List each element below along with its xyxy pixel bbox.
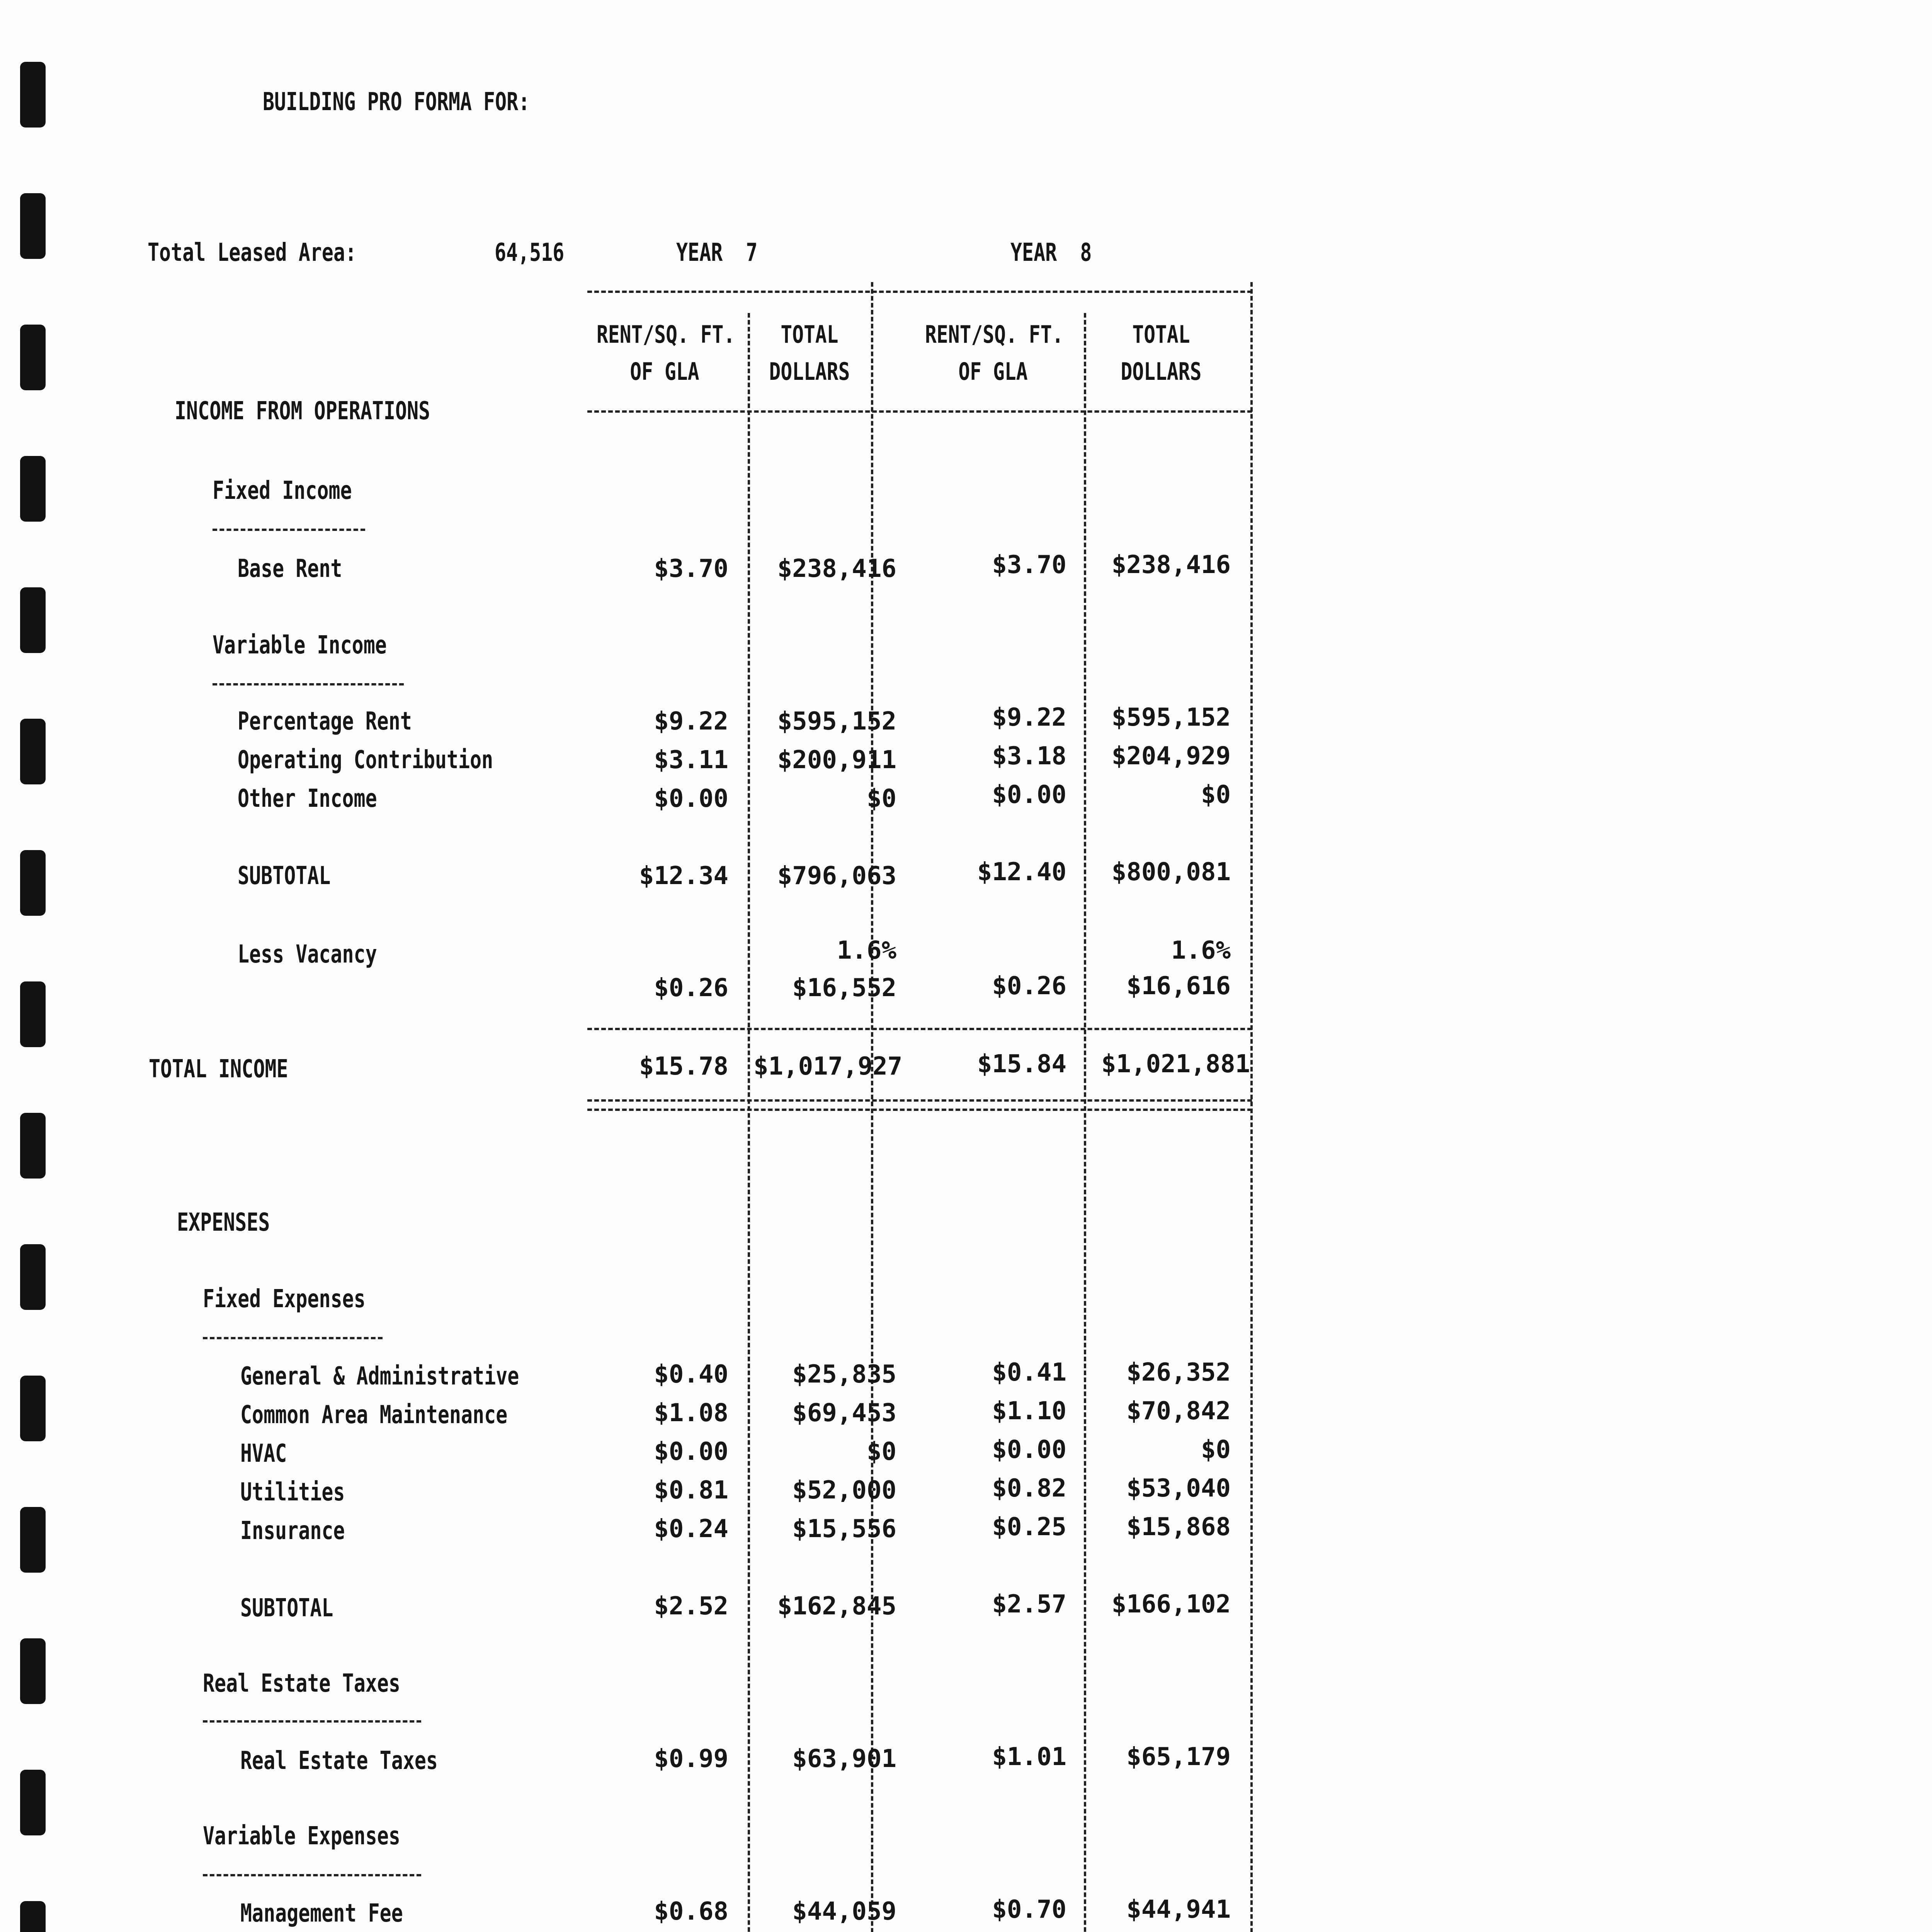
variable-income-underline [213, 683, 404, 685]
cell-value: $0.00 [654, 1437, 728, 1466]
fixed-expenses-underline [203, 1337, 383, 1339]
total-income-top-rule [587, 1028, 1252, 1030]
section-variable-income: Variable Income [213, 631, 387, 660]
cell-value: $0.99 [654, 1745, 728, 1773]
cell-value: $53,040 [1126, 1474, 1231, 1503]
cell-value: $1.01 [992, 1743, 1066, 1771]
cell-value: $200,911 [777, 746, 896, 774]
cell-value: $2.52 [654, 1592, 728, 1621]
binder-hole [20, 587, 46, 653]
cell-value: $15.84 [977, 1050, 1066, 1078]
cell-value: $63,901 [792, 1745, 896, 1773]
cell-value: $44,059 [792, 1897, 896, 1926]
variable-expenses-underline [203, 1874, 421, 1876]
col-header-rent-sqft: RENT/SQ. FT. OF GLA [925, 320, 1064, 386]
cell-value: $3.70 [992, 551, 1066, 579]
cell-value: $9.22 [654, 707, 728, 736]
cell-value: $0.68 [654, 1897, 728, 1926]
binder-hole [20, 850, 46, 916]
binder-hole [20, 719, 46, 784]
cell-value: $595,152 [1111, 703, 1231, 732]
cell-value: $0.82 [992, 1474, 1066, 1503]
cell-value: $12.40 [977, 858, 1066, 886]
cell-value: $0 [866, 784, 896, 813]
cell-value: $162,845 [777, 1592, 896, 1621]
binder-hole [20, 1770, 46, 1835]
cell-value: $1.10 [992, 1397, 1066, 1425]
row-label: SUBTOTAL [238, 862, 331, 890]
cell-value: $166,102 [1111, 1590, 1231, 1619]
cell-value: $0 [1201, 1435, 1231, 1464]
year-8-heading: YEAR 8 [1010, 238, 1092, 267]
cell-value: $238,416 [777, 554, 896, 583]
cell-value: $15,868 [1126, 1513, 1231, 1541]
row-label: Percentage Rent [238, 707, 412, 736]
cell-value: $204,929 [1111, 742, 1231, 770]
section-re-taxes: Real Estate Taxes [203, 1669, 400, 1698]
cell-value: $0 [866, 1437, 896, 1466]
cell-value: $0.26 [654, 974, 728, 1002]
cell-value: $3.11 [654, 746, 728, 774]
row-label: Insurance [240, 1517, 345, 1545]
section-variable-expenses: Variable Expenses [203, 1822, 400, 1850]
binder-hole [20, 981, 46, 1047]
binder-hole [20, 1901, 46, 1932]
col-header-rent-sqft: RENT/SQ. FT. OF GLA [597, 320, 735, 386]
column-divider [1084, 313, 1086, 1932]
cell-value: $0 [1201, 781, 1231, 809]
cell-value: $65,179 [1126, 1743, 1231, 1771]
cell-value: $15,556 [792, 1515, 896, 1543]
binder-hole [20, 1244, 46, 1310]
header-top-rule [587, 291, 1252, 293]
section-expenses: EXPENSES [177, 1208, 270, 1237]
cell-value: $238,416 [1111, 551, 1231, 579]
binder-hole [20, 1507, 46, 1573]
fixed-income-underline [213, 529, 365, 531]
cell-value: $0.00 [992, 781, 1066, 809]
cell-value: $0.26 [992, 972, 1066, 1000]
binder-hole [20, 1376, 46, 1441]
cell-value: $0.25 [992, 1513, 1066, 1541]
row-label: TOTAL INCOME [149, 1055, 288, 1083]
total-income-double-rule [587, 1099, 1252, 1111]
cell-value: $15.78 [639, 1052, 728, 1081]
cell-value: $44,941 [1126, 1895, 1231, 1924]
section-fixed-expenses: Fixed Expenses [203, 1285, 366, 1313]
re-taxes-underline [203, 1720, 421, 1723]
binder-hole [20, 1638, 46, 1704]
cell-value: $9.22 [992, 703, 1066, 732]
row-label: Real Estate Taxes [240, 1747, 438, 1775]
binder-hole [20, 325, 46, 390]
cell-value: $69,453 [792, 1399, 896, 1427]
row-label: Operating Contribution [238, 746, 493, 774]
leased-area-value: 64,516 [495, 238, 565, 267]
cell-value: $16,552 [792, 974, 896, 1002]
cell-value: $16,616 [1126, 972, 1231, 1000]
leased-area-label: Total Leased Area: [148, 238, 357, 267]
cell-value: $1,021,881 [1101, 1050, 1250, 1078]
binder-hole [20, 193, 46, 259]
cell-value: $12.34 [639, 862, 728, 890]
binder-hole [20, 1113, 46, 1179]
page-title: BUILDING PRO FORMA FOR: [263, 88, 530, 116]
row-label: Base Rent [238, 554, 342, 583]
column-divider [748, 313, 750, 1932]
binder-hole [20, 456, 46, 522]
cell-value: $0.81 [654, 1476, 728, 1505]
cell-value: $796,063 [777, 862, 896, 890]
cell-value: $3.70 [654, 554, 728, 583]
row-label: Other Income [238, 784, 377, 813]
row-label: Management Fee [240, 1899, 403, 1928]
cell-value: $595,152 [777, 707, 896, 736]
year-7-heading: YEAR 7 [676, 238, 758, 267]
cell-value: $3.18 [992, 742, 1066, 770]
cell-value: $25,835 [792, 1360, 896, 1389]
cell-value: $0.41 [992, 1358, 1066, 1387]
cell-value: $70,842 [1126, 1397, 1231, 1425]
cell-value: $0.70 [992, 1895, 1066, 1924]
binder-hole [20, 62, 46, 128]
row-label: Common Area Maintenance [240, 1401, 508, 1429]
col-header-total-dollars: TOTAL DOLLARS [1121, 320, 1202, 386]
section-income-operations: INCOME FROM OPERATIONS [175, 397, 430, 425]
row-label: General & Administrative [240, 1362, 519, 1391]
cell-value: $0.00 [992, 1435, 1066, 1464]
cell-value: $52,000 [792, 1476, 896, 1505]
cell-value: $2.57 [992, 1590, 1066, 1619]
row-label: SUBTOTAL [240, 1594, 333, 1622]
cell-value: $1.08 [654, 1399, 728, 1427]
cell-value: $26,352 [1126, 1358, 1231, 1387]
cell-value: $0.40 [654, 1360, 728, 1389]
vacancy-percent: 1.6% [1171, 936, 1231, 965]
row-label: Less Vacancy [238, 940, 377, 969]
cell-value: $800,081 [1111, 858, 1231, 886]
row-label: HVAC [240, 1439, 287, 1468]
header-bottom-rule [587, 410, 1252, 413]
vacancy-percent: 1.6% [837, 936, 896, 965]
cell-value: $0.24 [654, 1515, 728, 1543]
cell-value: $0.00 [654, 784, 728, 813]
cell-value: $1,017,927 [753, 1052, 903, 1081]
section-fixed-income: Fixed Income [213, 476, 352, 505]
col-header-total-dollars: TOTAL DOLLARS [769, 320, 850, 386]
row-label: Utilities [240, 1478, 345, 1507]
